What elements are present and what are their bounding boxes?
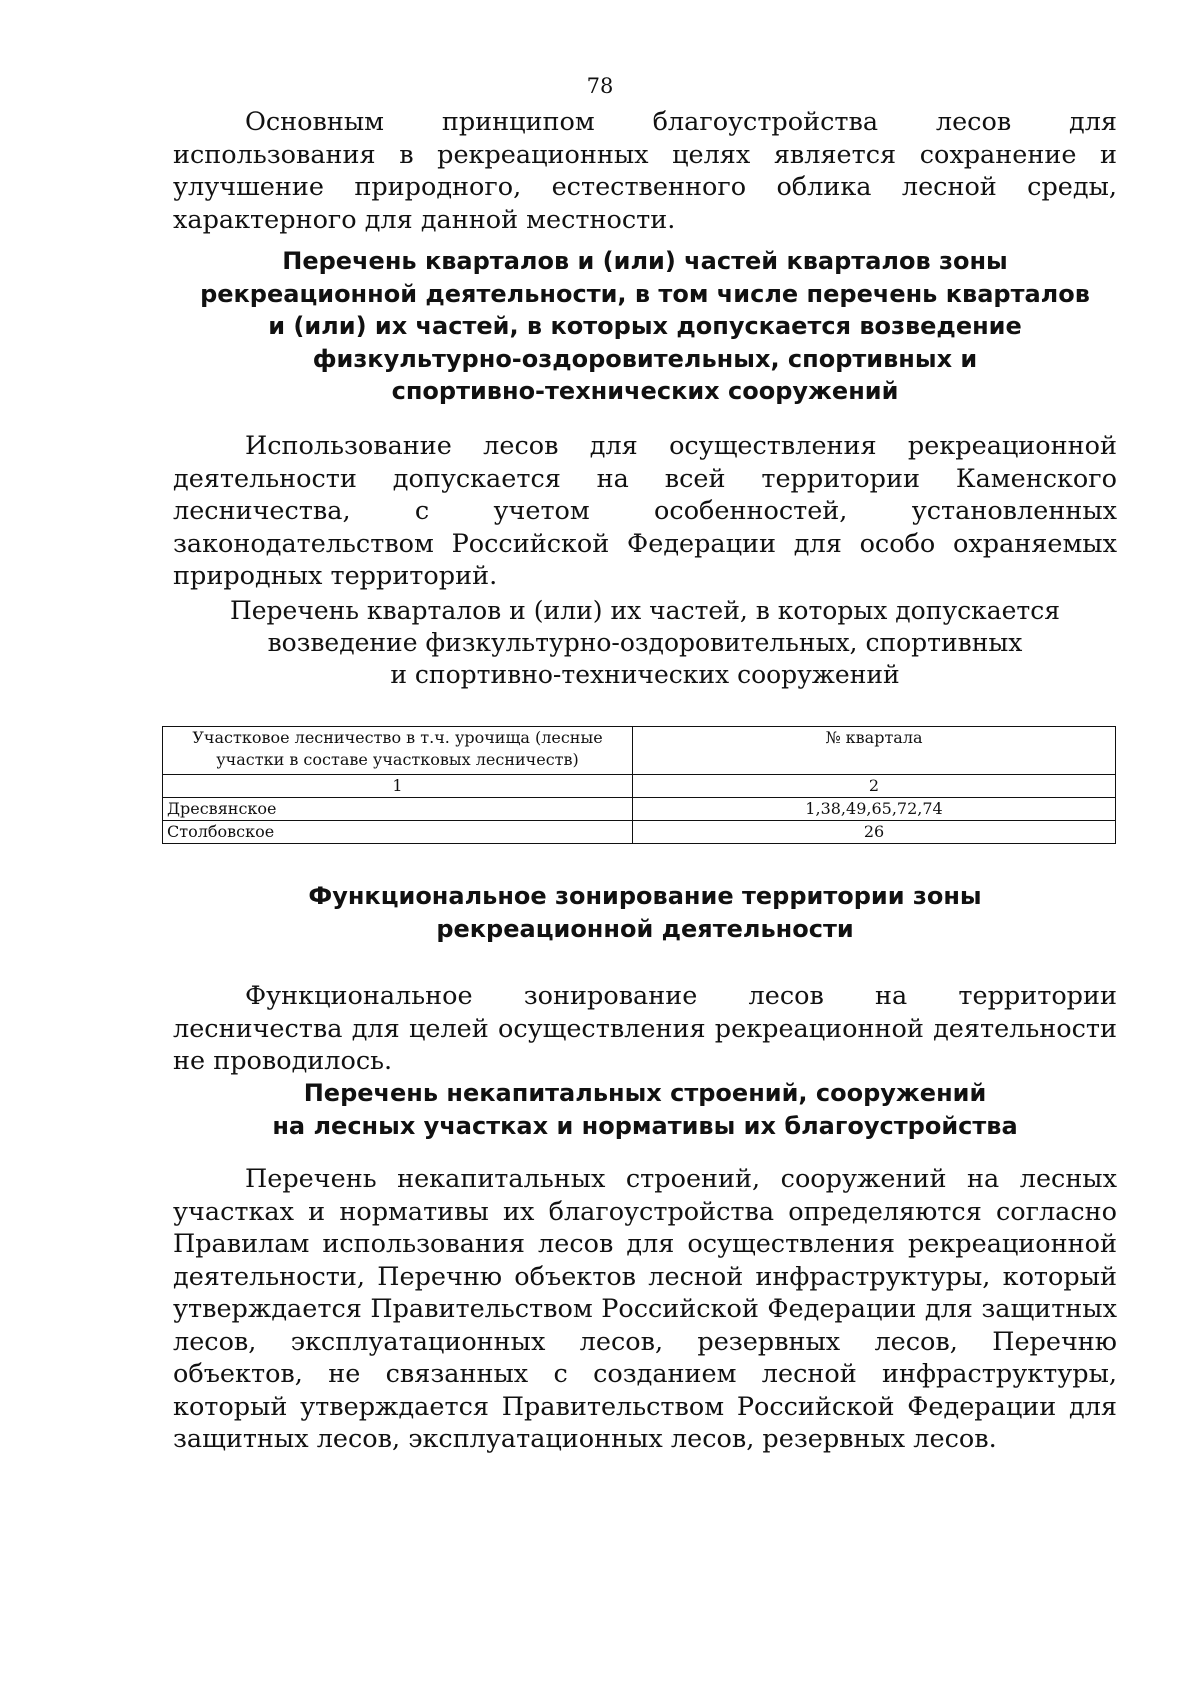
intro-paragraph: Основным принципом благоустройства лесов для использования в рекреационных целях является сохранение и улучшение природного, естественного облика лесной среды, характерного для данной местности. [173, 107, 1117, 235]
heading-line: рекреационной деятельности [436, 914, 854, 943]
section1-heading [173, 245, 1117, 408]
header-forestry: Участковое лесничество в т.ч. урочища (лесные участки в составе участковых лесничеств) [163, 727, 633, 775]
table-header-row [163, 727, 1116, 775]
quarter-numbers-cell: 26 [633, 821, 1116, 844]
caption-line: возведение физкультурно-оздоровительных, спортивных [267, 628, 1023, 657]
numbering-cell: 2 [633, 775, 1116, 798]
section2-paragraph: Функциональное зонирование лесов на территории лесничества для целей осуществления рекреационной деятельности не проводилось. [173, 981, 1117, 1076]
section2-heading [173, 880, 1117, 945]
page-number: 78 [586, 74, 614, 98]
forestry-name-cell: Столбовское [163, 821, 633, 844]
table-caption [173, 595, 1117, 691]
heading-line: на лесных участках и нормативы их благоустройства [272, 1111, 1018, 1140]
heading-line: Перечень кварталов и (или) частей кварталов зоны [282, 247, 1008, 275]
table-numbering-row [163, 775, 1116, 798]
section3-heading [173, 1077, 1117, 1142]
heading-line: спортивно-технических сооружений [391, 377, 899, 405]
quarter-numbers-cell: 1,38,49,65,72,74 [633, 798, 1116, 821]
heading-line: и (или) их частей, в которых допускается возведение [268, 312, 1022, 340]
table-row [163, 798, 1116, 821]
caption-line: Перечень кварталов и (или) их частей, в которых допускается [229, 596, 1061, 625]
table-row [163, 821, 1116, 844]
heading-line: Функциональное зонирование территории зоны [308, 882, 982, 910]
quarters-table [162, 726, 1116, 844]
section3-paragraph: Перечень некапитальных строений, сооружений на лесных участках и нормативы их благоустройства определяются согласно Правилам использования лесов для осуществления рекреационной деятельности, Перечню объектов лесной инфраструктуры, который утверждается Правительством Российской Федерации для защитных лесов, эксплуатационных лесов, резервных лесов, Перечню объектов, не связанных с созданием лесной инфраструктуры, который утверждается Правительством Российской Федерации для защитных лесов, эксплуатационных лесов, резервных лесов. [173, 1164, 1117, 1454]
section1-paragraph: Использование лесов для осуществления рекреационной деятельности допускается на всей территории Каменского лесничества, с учетом особенностей, установленных законодательством Российской Федерации для особо охраняемых природных территорий. [173, 431, 1117, 591]
caption-line: и спортивно-технических сооружений [390, 660, 900, 689]
heading-line: рекреационной деятельности, в том числе перечень кварталов [200, 279, 1090, 308]
forestry-name-cell: Дресвянское [163, 798, 633, 821]
heading-line: физкультурно-оздоровительных, спортивных и [312, 344, 978, 373]
heading-line: Перечень некапитальных строений, сооружений [303, 1079, 987, 1107]
numbering-cell: 1 [163, 775, 633, 798]
header-quarter-number: № квартала [633, 727, 1116, 775]
